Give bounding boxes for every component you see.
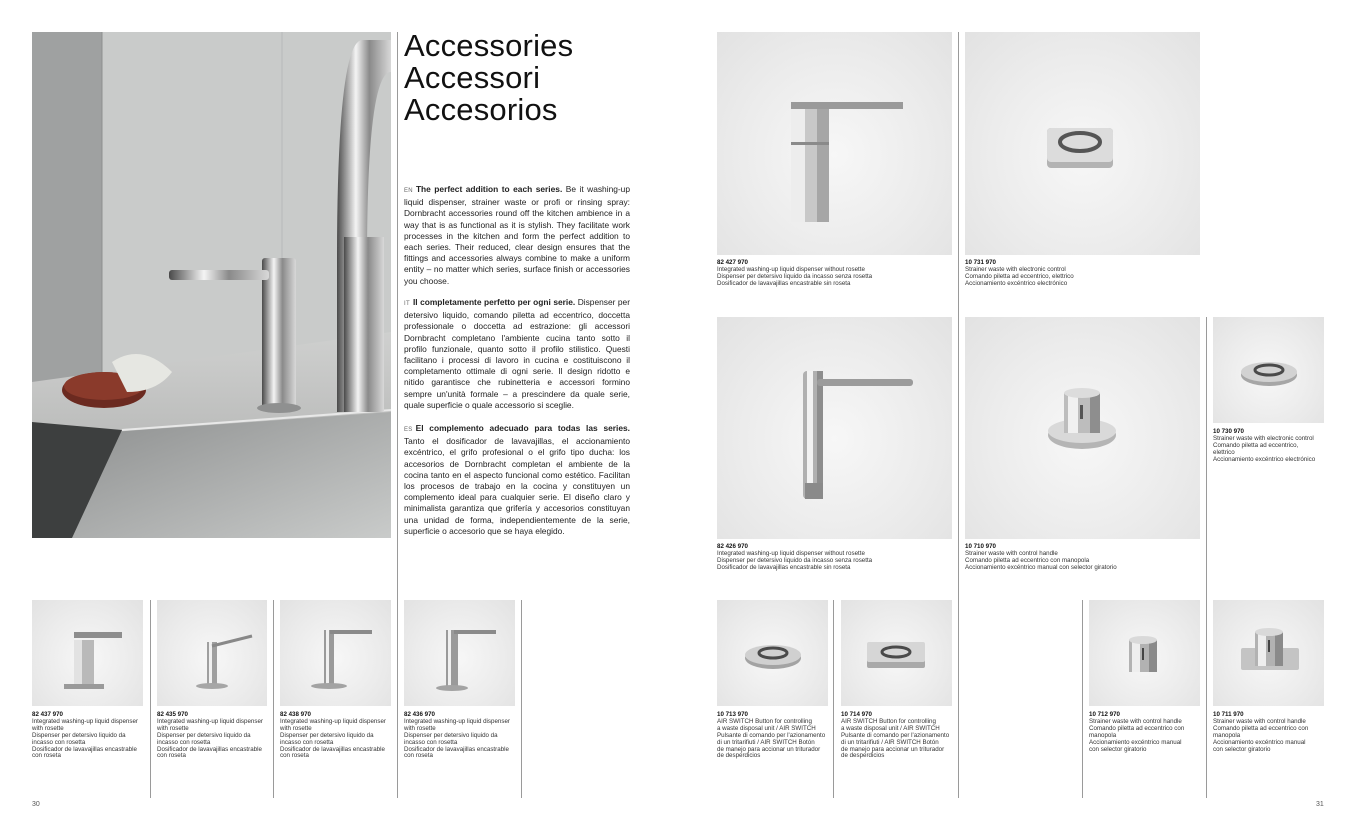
product-tile [32,600,143,706]
caption-line: Comando piletta ad eccentrico con manopola [965,556,1090,564]
product-caption [965,260,1201,288]
product-code: 82 437 970 [32,711,63,718]
caption-line: Pulsante di comando per l'azionamento [717,731,826,739]
lang-tag-es: ES [404,427,413,433]
caption-line: Dispenser per detersivo liquido da [280,731,374,739]
page-title [404,30,573,126]
caption-line: Strainer waste with control handle [965,549,1058,557]
caption-line: con roseta [280,752,309,760]
dispenser-square-icon [32,600,143,706]
caption-line: Accionamiento excéntrico manual con selector giratorio [965,563,1117,571]
caption-line: Integrated washing-up liquid dispenser [157,717,263,725]
caption-line: Dosificador de lavavajillas encastrable sin roseta [717,563,851,571]
strainer-knob-square-icon [1213,600,1324,706]
caption-line: di un tritarifiuti / AIR SWITCH Botón [841,738,939,746]
caption-line: elettrico [1213,448,1235,456]
caption-line: con roseta [157,752,186,760]
caption-line: di un tritarifiuti / AIR SWITCH Botón [717,738,815,746]
caption-line: Comando piletta ad eccentrico con [1089,724,1185,732]
caption-line: Accionamiento excéntrico electrónico [965,279,1068,287]
caption-line: Strainer waste with control handle [1213,717,1306,725]
intro-en-heading: The perfect addition to each series. [415,184,563,194]
column-divider [273,600,274,798]
product-tile [1213,317,1324,423]
column-divider [1082,600,1083,798]
caption-line: Accionamiento excéntrico electrónico [1213,455,1316,463]
caption-line: Comando piletta ad eccentrico, [1213,441,1299,449]
caption-line: Strainer waste with electronic control [1213,434,1314,442]
column-divider [397,32,398,798]
caption-line: a waste disposal unit / AIR SWITCH [717,724,816,732]
intro-it [404,297,630,411]
product-caption [32,712,147,760]
title-it: Accessori [404,60,541,95]
intro-it-heading: Il completamente perfetto per ogni serie. [412,297,576,307]
caption-line: Accionamiento excéntrico manual [1089,738,1182,746]
product-tile [717,32,952,255]
caption-line: a waste disposal unit / AIR SWITCH [841,724,940,732]
product-caption [157,712,272,760]
product-tile [717,600,828,706]
product-code: 10 711 970 [1213,711,1244,718]
caption-line: Comando piletta ad eccentrico con [1213,724,1309,732]
column-divider [833,600,834,798]
caption-line: Strainer waste with electronic control [965,265,1066,273]
kitchen-sink-illustration [32,32,391,538]
caption-line: con roseta [404,752,433,760]
strainer-knob-icon [965,317,1200,539]
caption-line: incasso con rosetta [32,738,86,746]
caption-line: de manejo para accionar un triturador [717,745,821,753]
product-caption [1213,712,1328,753]
product-code: 82 435 970 [157,711,188,718]
column-divider [958,32,959,798]
caption-line: de desperdicios [717,752,761,760]
intro-es-text: Tanto el dosificador de lavavajillas, el accionamiento excéntrico, el grifo profesional o el grifo tipo ducha: los accesorios de Dornbracht completan el ambiente de la cocina tanto en el aspecto funcional como estético. Facilitan los procesos de trabajo en la cocina y constituyen un complemento ideal para cualquier serie. El diseño claro y minimalista garantiza que grifería y accesorios constituyan una unidad de forma, independientemente de la serie, superficie o accesorio que se haya elegido. [404,436,630,536]
caption-line: Integrated washing-up liquid dispenser without rosette [717,549,865,557]
intro-it-text: Dispenser per detersivo liquido, comando piletta ad eccentrico, doccetta professionale o doccetta ad estrazione: gli accessori Dornbracht completano l'ambiente cucina tanto sotto il profilo funzionale, quanto sotto il profilo stilistico. Questi facilitano i processi di lavoro in cucina e costituiscono il completamento ottimale di ogni serie. Il design ridotto e nitido garantisce che rubinetteria e accessori formino sempre un'unità formale – a prescindere da quale serie, quale superficie o quale accessorio si sceglie. [404,297,630,410]
product-caption [280,712,395,760]
product-caption [1213,429,1328,464]
caption-line: with rosette [32,724,64,732]
product-tile [965,317,1200,539]
caption-line: Dispenser per detersivo liquido da [404,731,498,739]
caption-line: AIR SWITCH Button for controlling [717,717,812,725]
caption-line: with rosette [280,724,312,732]
column-divider [150,600,151,798]
product-tile [717,317,952,539]
caption-line: incasso con rosetta [280,738,334,746]
strainer-round-icon [1213,317,1324,423]
page-number-left: 30 [32,801,40,808]
intro-es [404,423,630,537]
caption-line: Dosificador de lavavajillas encastrable [280,745,385,753]
caption-line: con roseta [32,752,61,760]
hero-photo [32,32,391,538]
title-en: Accessories [404,28,574,63]
dispenser-round-icon [280,600,391,706]
product-caption [717,712,832,760]
lang-tag-it: IT [404,301,410,307]
caption-line: Accionamiento excéntrico manual [1213,738,1306,746]
column-divider [1206,317,1207,798]
product-tile [841,600,952,706]
caption-line: Dosificador de lavavajillas encastrable [404,745,509,753]
intro-es-heading: El complemento adecuado para todas las series. [415,423,630,433]
product-caption [841,712,956,760]
caption-line: with rosette [157,724,189,732]
product-tile [404,600,515,706]
caption-line: AIR SWITCH Button for controlling [841,717,936,725]
product-caption [404,712,519,760]
page-number-right: 31 [1316,801,1324,808]
dispenser-square-icon [717,32,952,255]
product-tile [1213,600,1324,706]
caption-line: Dispenser per detersivo liquido da incasso senza rosetta [717,272,873,280]
caption-line: con selector giratorio [1213,745,1271,753]
product-code: 82 438 970 [280,711,311,718]
air-switch-round-icon [717,600,828,706]
product-code: 82 426 970 [717,543,748,550]
product-code: 82 436 970 [404,711,435,718]
caption-line: Integrated washing-up liquid dispenser without rosette [717,265,865,273]
caption-line: manopola [1089,731,1117,739]
dispenser-round-icon [717,317,952,539]
caption-line: Comando piletta ad eccentrico, elettrico [965,272,1074,280]
product-caption [1089,712,1204,753]
caption-line: Pulsante di comando per l'azionamento [841,731,950,739]
product-tile [965,32,1200,255]
product-code: 10 710 970 [965,543,996,550]
product-code: 10 712 970 [1089,711,1120,718]
caption-line: Dispenser per detersivo liquido da [32,731,126,739]
strainer-knob-icon [1089,600,1200,706]
intro-en [404,184,630,287]
caption-line: incasso con rosetta [157,738,211,746]
caption-line: Integrated washing-up liquid dispenser [280,717,386,725]
product-code: 10 730 970 [1213,428,1244,435]
strainer-square-icon [965,32,1200,255]
caption-line: Dispenser per detersivo liquido da incasso senza rosetta [717,556,873,564]
product-caption [717,544,953,572]
title-es: Accesorios [404,92,558,127]
caption-line: de desperdicios [841,752,885,760]
product-tile [1089,600,1200,706]
caption-line: Strainer waste with control handle [1089,717,1182,725]
product-tile [280,600,391,706]
product-code: 82 427 970 [717,259,748,266]
product-caption [965,544,1201,572]
caption-line: Dosificador de lavavajillas encastrable sin roseta [717,279,851,287]
caption-line: con selector giratorio [1089,745,1147,753]
caption-line: manopola [1213,731,1241,739]
lang-tag-en: EN [404,188,413,194]
product-code: 10 714 970 [841,711,872,718]
column-divider [521,600,522,798]
air-switch-square-icon [841,600,952,706]
product-code: 10 713 970 [717,711,748,718]
caption-line: Dosificador de lavavajillas encastrable [157,745,262,753]
dispenser-round-icon [404,600,515,706]
product-caption [717,260,953,288]
caption-line: incasso con rosetta [404,738,458,746]
caption-line: with rosette [404,724,436,732]
product-code: 10 731 970 [965,259,996,266]
product-tile [157,600,267,706]
caption-line: de manejo para accionar un triturador [841,745,945,753]
dispenser-round-icon [157,600,267,706]
caption-line: Integrated washing-up liquid dispenser [404,717,510,725]
caption-line: Integrated washing-up liquid dispenser [32,717,138,725]
intro-en-text: Be it washing-up liquid dispenser, strainer waste or profi or rinsing spray: Dornbracht accessories round off the kitchen ambience in a way that is as functional as it is stylish. They facilitate work processes in the kitchen and form the perfect addition to each series. Their reduced, clear design ensures that the fittings and accessories always combine to make a uniform entity – no matter which series, surface finish or accessories you choose. [404,184,630,286]
caption-line: Dosificador de lavavajillas encastrable [32,745,137,753]
caption-line: Dispenser per detersivo liquido da [157,731,251,739]
